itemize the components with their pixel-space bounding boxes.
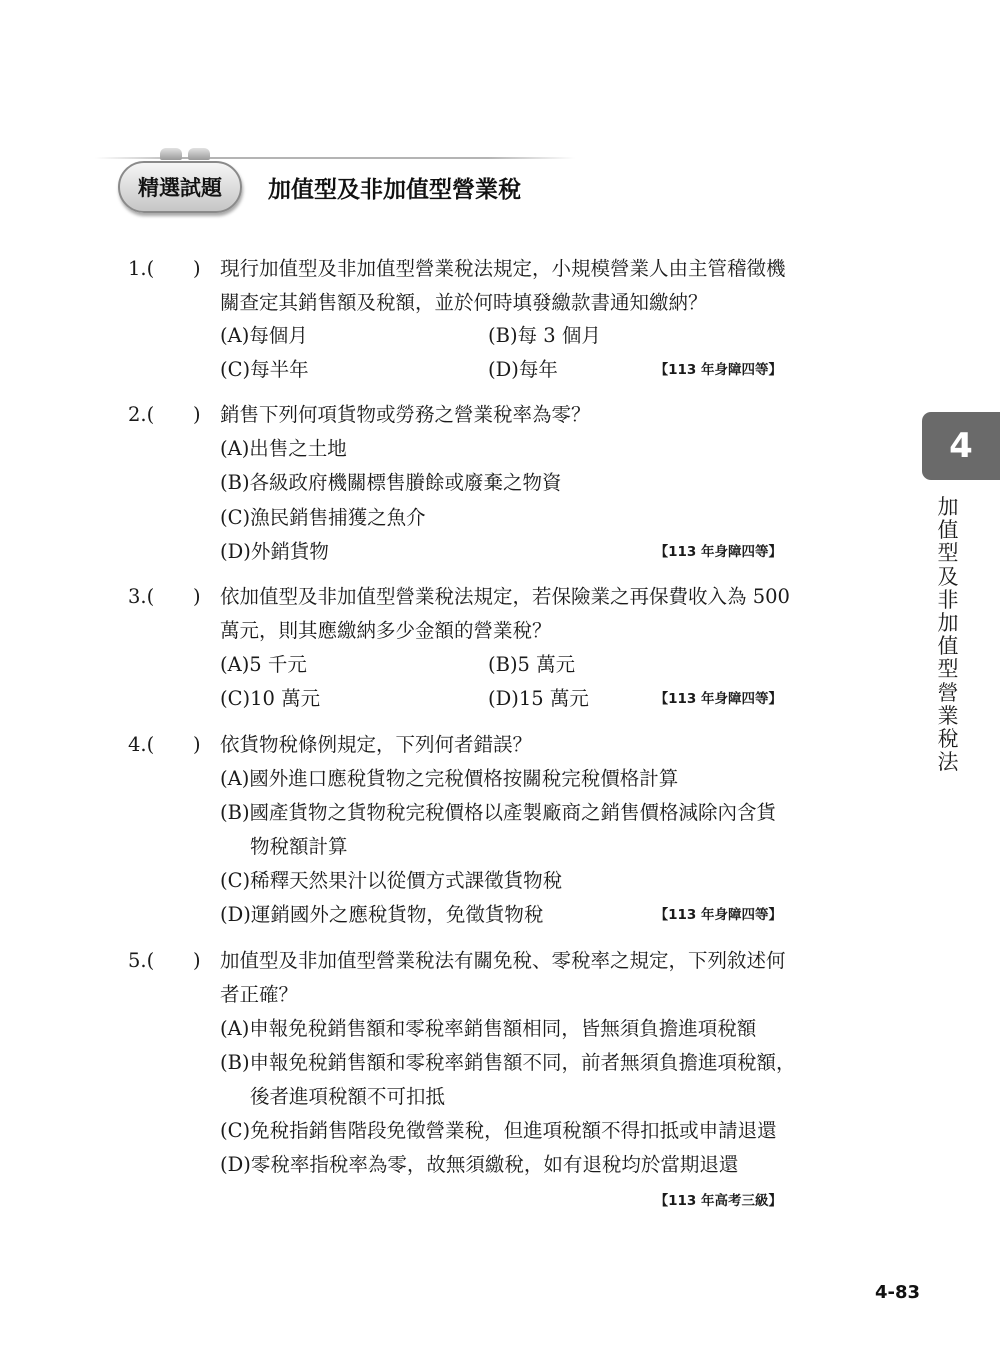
question-number: 5.( [128, 949, 155, 972]
option-a: (A)申報免稅銷售額和零稅率銷售額相同，皆無須負擔進項稅額 [220, 1017, 757, 1040]
question-stem: 依貨物稅條例規定，下列何者錯誤？ [220, 733, 533, 756]
option-b: (B)每 3 個月 [488, 324, 601, 347]
question-stem: 銷售下列何項貨物或勞務之營業稅率為零？ [220, 403, 591, 426]
question-stem: 萬元，則其應繳納多少金額的營業稅？ [220, 619, 552, 642]
question-source: 【113 年高考三級】 [654, 1193, 782, 1209]
option-d: (D)運銷國外之應稅貨物，免徵貨物稅 [220, 903, 544, 926]
section-badge: 精選試題 [118, 161, 242, 213]
question-number: 1.( [128, 257, 155, 280]
answer-blank: ) [193, 403, 201, 426]
option-c: (C)每半年 [220, 358, 309, 381]
option-b: (B)國產貨物之貨物稅完稅價格以產製廠商之銷售價格減除內含貨 [220, 801, 777, 824]
option-d: (D)每年 [488, 358, 558, 381]
option-a: (A)每個月 [220, 324, 308, 347]
question-stem: 加值型及非加值型營業稅法有關免稅、零稅率之規定，下列敘述何 [220, 949, 786, 972]
answer-blank: ) [193, 585, 201, 608]
option-b-continued: 物稅額計算 [250, 835, 348, 858]
page-number: 4-83 [874, 1282, 920, 1303]
header-tab-decoration [160, 148, 182, 160]
answer-blank: ) [193, 949, 201, 972]
answer-blank: ) [193, 257, 201, 280]
chapter-title-vertical: 加值型及非加值型營業稅法 [937, 495, 959, 775]
question-stem: 依加值型及非加值型營業稅法規定，若保險業之再保費收入為 500 [220, 585, 790, 608]
section-title: 加值型及非加值型營業稅 [268, 177, 521, 203]
option-a: (A)出售之土地 [220, 437, 347, 460]
option-d: (D)外銷貨物 [220, 540, 329, 563]
question-source: 【113 年身障四等】 [654, 362, 782, 378]
option-d: (D)15 萬元 [488, 687, 589, 710]
option-d: (D)零稅率指稅率為零，故無須繳稅，如有退稅均於當期退還 [220, 1153, 739, 1176]
option-a: (A)國外進口應稅貨物之完稅價格按關稅完稅價格計算 [220, 767, 679, 790]
question-number: 2.( [128, 403, 155, 426]
question-source: 【113 年身障四等】 [654, 544, 782, 560]
question-source: 【113 年身障四等】 [654, 691, 782, 707]
chapter-tab[interactable]: 4 [922, 412, 1000, 480]
option-a: (A)5 千元 [220, 653, 307, 676]
header-tab-decoration [188, 148, 210, 160]
question-stem: 關查定其銷售額及稅額，並於何時填發繳款書通知繳納？ [220, 291, 708, 314]
option-b: (B)5 萬元 [488, 653, 576, 676]
option-b: (B)各級政府機關標售賸餘或廢棄之物資 [220, 471, 562, 494]
option-c: (C)免稅指銷售階段免徵營業稅，但進項稅額不得扣抵或申請退還 [220, 1119, 777, 1142]
answer-blank: ) [193, 733, 201, 756]
question-stem: 現行加值型及非加值型營業稅法規定，小規模營業人由主管稽徵機 [220, 257, 786, 280]
option-b: (B)申報免稅銷售額和零稅率銷售額不同，前者無須負擔進項稅額， [220, 1051, 796, 1074]
question-number: 3.( [128, 585, 155, 608]
option-c: (C)稀釋天然果汁以從價方式課徵貨物稅 [220, 869, 563, 892]
option-c: (C)10 萬元 [220, 687, 321, 710]
option-c: (C)漁民銷售捕獲之魚介 [220, 506, 426, 529]
option-b-continued: 後者進項稅額不可扣抵 [250, 1085, 446, 1108]
question-source: 【113 年身障四等】 [654, 907, 782, 923]
question-number: 4.( [128, 733, 155, 756]
question-stem: 者正確？ [220, 983, 299, 1006]
